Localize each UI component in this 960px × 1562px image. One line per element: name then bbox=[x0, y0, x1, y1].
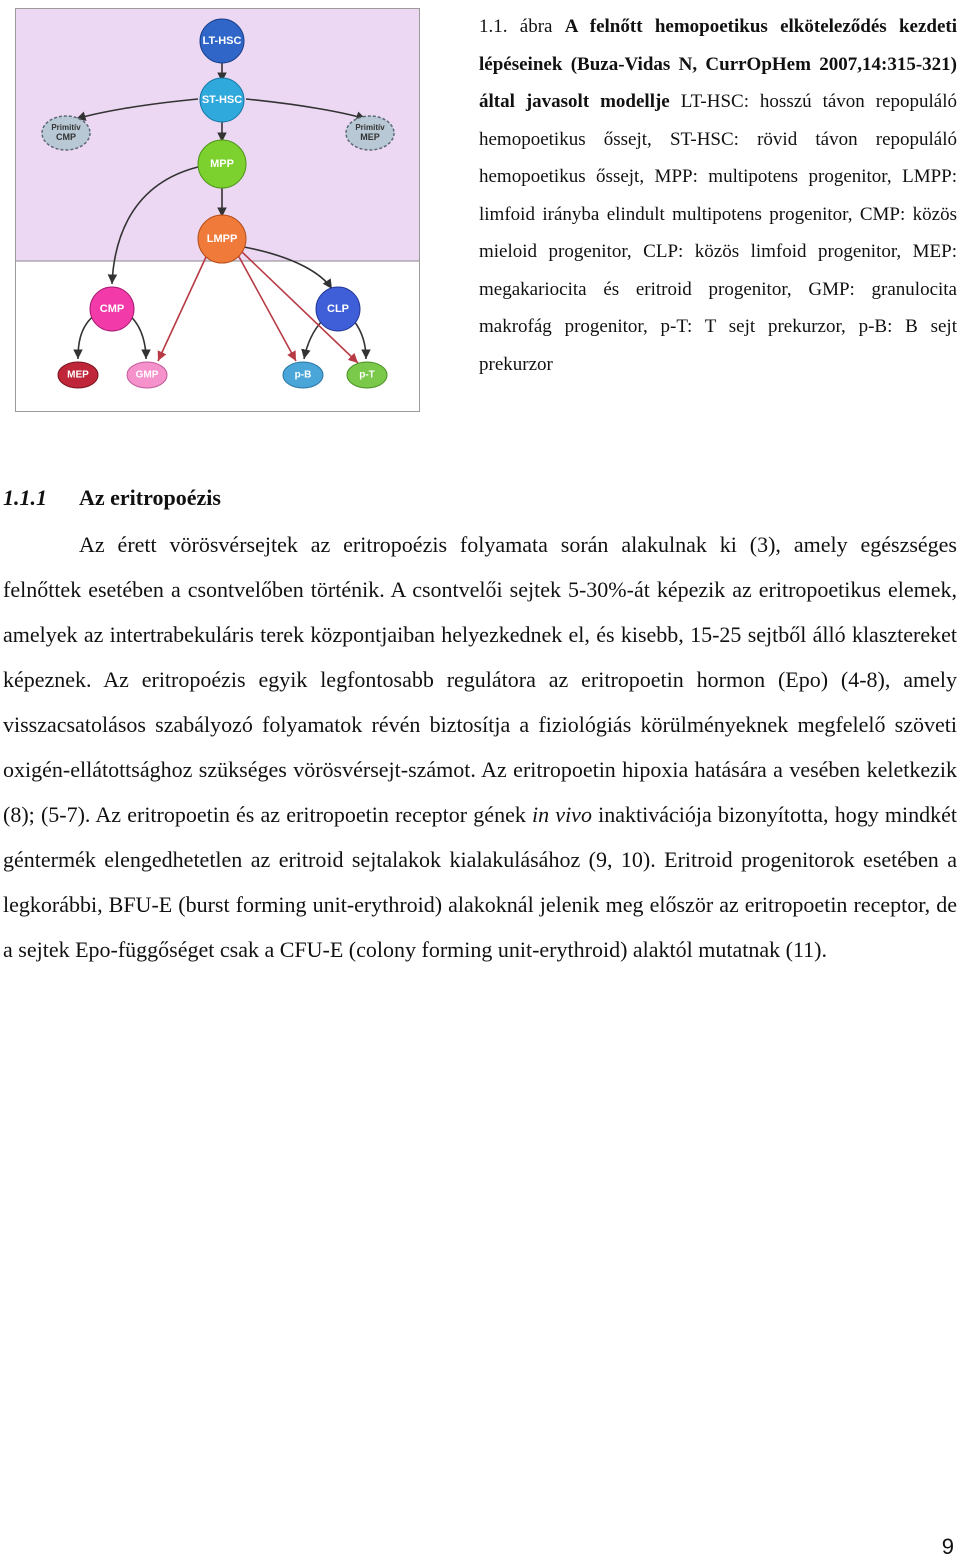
node-primitiv-mep bbox=[346, 116, 394, 150]
lineage-diagram bbox=[16, 9, 419, 411]
node-cmp-label: CMP bbox=[99, 303, 125, 315]
node-p-t-label: p-T bbox=[359, 369, 375, 381]
node-lmpp bbox=[198, 215, 246, 263]
node-mpp bbox=[198, 140, 246, 188]
node-p-b bbox=[283, 362, 323, 388]
node-clp bbox=[316, 287, 360, 331]
edge-lmpp-gmp bbox=[158, 257, 206, 361]
figure-number: 1.1. ábra bbox=[479, 16, 553, 37]
body-text-italic: in vivo bbox=[532, 802, 592, 827]
body-text-part1: Az érett vörösvérsejtek az eritropoézis folyamata során alakulnak ki (3), amely egészséges felnőttek esetében a csontvelőben történik. A csontvelői sejtek 5-30%-át képezik az eritropoetikus elemek, amelyek az intertrabekuláris terek központjaiban helyezkednek el, és kisebb, 15-25 sejtből álló klasztereket képeznek. Az eritropoézis egyik legfontosabb regulátora az eritropoetin hormon (Epo) (4-8), amely visszacsatolásos szabályozó folyamatok révén biztosítja a fiziológiás körülményeknek megfelelő szöveti oxigén-ellátottsághoz szükséges vörösvérsejt-számot. Az eritropoetin hipoxia hatására a vesében keletkezik (8); (5-7). Az eritropoetin és az eritropoetin receptor gének bbox=[3, 532, 957, 827]
edge-lmpp-pb bbox=[238, 255, 296, 361]
node-mpp-label: MPP bbox=[210, 158, 234, 170]
edge-clp-pt bbox=[354, 321, 366, 359]
node-primitiv-cmp-line1: Primitív bbox=[51, 123, 81, 132]
figure-caption bbox=[479, 8, 957, 383]
node-lmpp-label: LMPP bbox=[206, 233, 238, 245]
node-mep bbox=[58, 362, 98, 388]
section-title: Az eritropoézis bbox=[79, 485, 221, 510]
node-cmp bbox=[90, 287, 134, 331]
hematopoiesis-figure bbox=[15, 8, 420, 412]
node-p-t bbox=[347, 362, 387, 388]
node-primitiv-cmp-line2: CMP bbox=[56, 132, 76, 142]
node-gmp-label: GMP bbox=[135, 369, 159, 381]
figure-legend: LT-HSC: hosszú távon repopuláló hemopoetikus őssejt, ST-HSC: rövid távon repopuláló hemopoetikus őssejt, MPP: multipotens progenitor, LMPP: limfoid irányba elindult multipotens progenitor, CMP: közös mieloid progenitor, CLP: közös limfoid progenitor, MEP: megakariocita és eritroid progenitor, GMP: granulocita makrofág progenitor, p-T: T sejt prekurzor, p-B: B sejt prekurzor bbox=[479, 91, 958, 375]
node-mep-label: MEP bbox=[67, 369, 89, 381]
node-lt-hsc-label: LT-HSC bbox=[202, 35, 242, 47]
node-lt-hsc bbox=[200, 19, 244, 63]
node-st-hsc-label: ST-HSC bbox=[201, 94, 243, 106]
node-primitiv-mep-line1: Primitív bbox=[355, 123, 385, 132]
body-text-part2: inaktivációja bizonyította, hogy mindkét géntermék elengedhetetlen az eritroid sejtalakok kialakulásához (9, 10). Eritroid progenitorok esetében a legkorábbi, BFU-E (burst forming unit-erythroid) alakoknál jelenik meg először az eritropoetin receptor, de a sejtek Epo-függőséget csak a CFU-E (colony forming unit-erythroid) alaktól mutatnak (11). bbox=[3, 802, 957, 962]
page-number: 9 bbox=[941, 1534, 954, 1559]
section-heading bbox=[3, 480, 953, 516]
node-primitiv-mep-line2: MEP bbox=[360, 132, 380, 142]
node-clp-label: CLP bbox=[327, 303, 349, 315]
node-p-b-label: p-B bbox=[294, 369, 312, 381]
section-number: 1.1.1 bbox=[3, 485, 47, 510]
node-st-hsc bbox=[200, 78, 244, 122]
node-gmp bbox=[127, 362, 167, 388]
figure-title: A felnőtt hemopoetikus elköteleződés kezdeti lépéseinek (Buza-Vidas N, CurrOpHem 2007,14:315-321) által javasolt modellje bbox=[479, 16, 957, 112]
body-paragraph bbox=[3, 522, 957, 972]
node-primitiv-cmp bbox=[42, 116, 90, 150]
